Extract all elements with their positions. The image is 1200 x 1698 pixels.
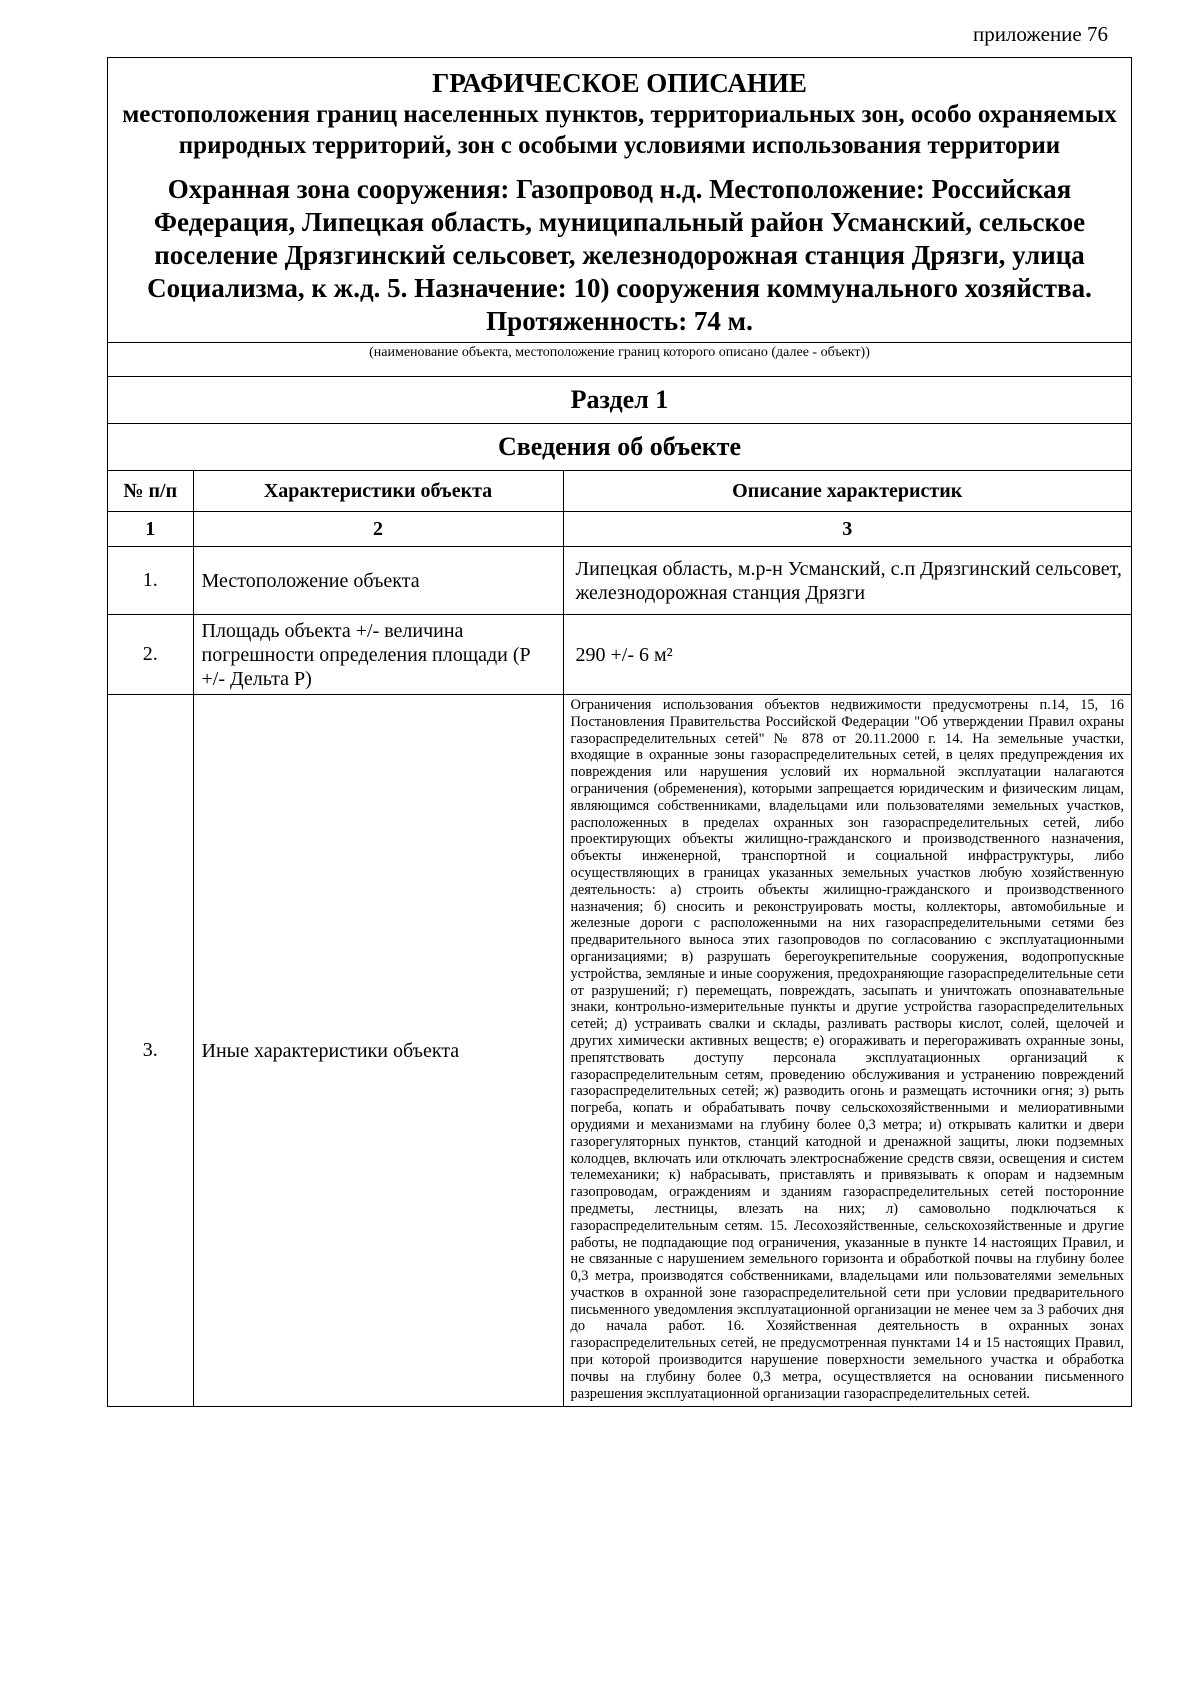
table-header-row <box>108 471 1131 512</box>
document-frame <box>107 57 1132 1407</box>
table-row <box>108 547 1131 615</box>
document-subtitle: местоположения границ населенных пунктов, территориальных зон, особо охраняемых природных территорий, зон с особыми условиями использования территории <box>122 101 1117 159</box>
appendix-label: приложение 76 <box>972 22 1108 46</box>
header-number: № п/п <box>108 471 193 512</box>
column-number-row <box>108 512 1131 547</box>
object-info-table <box>108 470 1131 1406</box>
row-characteristic: Иные характеристики объекта <box>193 695 563 1407</box>
header-characteristic: Характеристики объекта <box>193 471 563 512</box>
row-number: 1. <box>108 547 193 615</box>
row-number: 3. <box>108 695 193 1407</box>
column-number-1: 1 <box>108 512 193 547</box>
row-description: Ограничения использования объектов недвижимости предусмотрены п.14, 15, 16 Постановления Правительства Российской Федерации "Об утверждении Правил охраны газораспределительных сетей" № 878 от 20.11.2000 г. 14. На земельные участки, входящие в охранные зоны газораспределительных сетей, в целях предупреждения их повреждения или нарушения условий их нормальной эксплуатации налагаются ограничения (обременения), которыми запрещается юридическим и физическим лицам, являющимся собственниками, владельцами или пользователями земельных участков, расположенных в пределах охранных зон газораспределительных сетей, либо проектирующих объекты жилищно-гражданского и производственного назначения, объекты инженерной, транспортной и социальной инфраструктуры, либо осуществляющих в границах указанных земельных участков любую хозяйственную деятельность: а) строить объекты жилищно-гражданского и производственного назначения; б) сносить и реконструировать мосты, коллекторы, автомобильные и железные дороги с расположенными на них газораспределительными сетями без предварительного выноса этих газопроводов по согласованию с эксплуатационными организациями; в) разрушать берегоукрепительные сооружения, водопропускные устройства, земляные и иные сооружения, предохраняющие газораспределительные сети от разрушений; г) перемещать, повреждать, засыпать и уничтожать опознавательные знаки, контрольно-измерительные пункты и другие устройства газораспределительных сетей; д) устраивать свалки и склады, разливать растворы кислот, солей, щелочей и других химически активных веществ; е) огораживать и перегораживать охранные зоны, препятствовать доступу персонала эксплуатационных организаций к газораспределительным сетям, проведению обслуживания и устранению повреждений газораспределительных сетей; ж) разводить огонь и размещать источники огня; з) рыть погреба, копать и обрабатывать почву сельскохозяйственными и мелиоративными орудиями и механизмами на глубину более 0,3 метра; и) открывать калитки и двери газорегуляторных пунктов, станций катодной и дренажной защиты, люки подземных колодцев, включать или отключать электроснабжение средств связи, освещения и систем телемеханики; к) набрасывать, приставлять и привязывать к опорам и надземным газопроводам, ограждениям и зданиям газораспределительных сетей посторонние предметы, лестницы, влезать на них; л) самовольно подключаться к газораспределительным сетям. 15. Лесохозяйственные, сельскохозяйственные и другие работы, не подпадающие под ограничения, указанные в пункте 14 настоящих Правил, и не связанные с нарушением земельного горизонта и обработкой почвы на глубину более 0,3 метра, производятся собственниками, владельцами или пользователями земельных участков в охранной зоне газораспределительной сети при условии предварительного письменного уведомления эксплуатационной организации не менее чем за 3 рабочих дня до начала работ. 16. Хозяйственная деятельность в охранных зонах газораспределительных сетей, не предусмотренная пунктами 14 и 15 настоящих Правил, при которой производится нарушение поверхности земельного участка и обработка почвы на глубину более 0,3 метра, осуществляется на основании письменного разрешения эксплуатационной организации газораспределительных сетей. <box>563 695 1131 1407</box>
header-description: Описание характеристик <box>563 471 1131 512</box>
object-caption: (наименование объекта, местоположение границ которого описано (далее - объект)) <box>108 342 1131 376</box>
row-description: 290 +/- 6 м² <box>563 615 1131 695</box>
document-title: ГРАФИЧЕСКОЕ ОПИСАНИЕ <box>432 68 807 98</box>
table-row <box>108 695 1131 1407</box>
row-characteristic: Местоположение объекта <box>193 547 563 615</box>
table-row <box>108 615 1131 695</box>
column-number-3: 3 <box>563 512 1131 547</box>
document-header <box>108 58 1131 342</box>
row-description: Липецкая область, м.р-н Усманский, с.п Дрязгинский сельсовет, железнодорожная станция Дрязги <box>563 547 1131 615</box>
section-title: Раздел 1 <box>108 376 1131 423</box>
row-characteristic: Площадь объекта +/- величина погрешности определения площади (Р +/- Дельта Р) <box>193 615 563 695</box>
section-subtitle: Сведения об объекте <box>108 423 1131 470</box>
object-description: Охранная зона сооружения: Газопровод н.д. Местоположение: Российская Федерация, Липецкая область, муниципальный район Усманский, сельское поселение Дрязгинский сельсовет, железнодорожная станция Дрязги, улица Социализма, к ж.д. 5. Назначение: 10) сооружения коммунального хозяйства. Протяженность: 74 м. <box>147 174 1092 336</box>
column-number-2: 2 <box>193 512 563 547</box>
row-number: 2. <box>108 615 193 695</box>
